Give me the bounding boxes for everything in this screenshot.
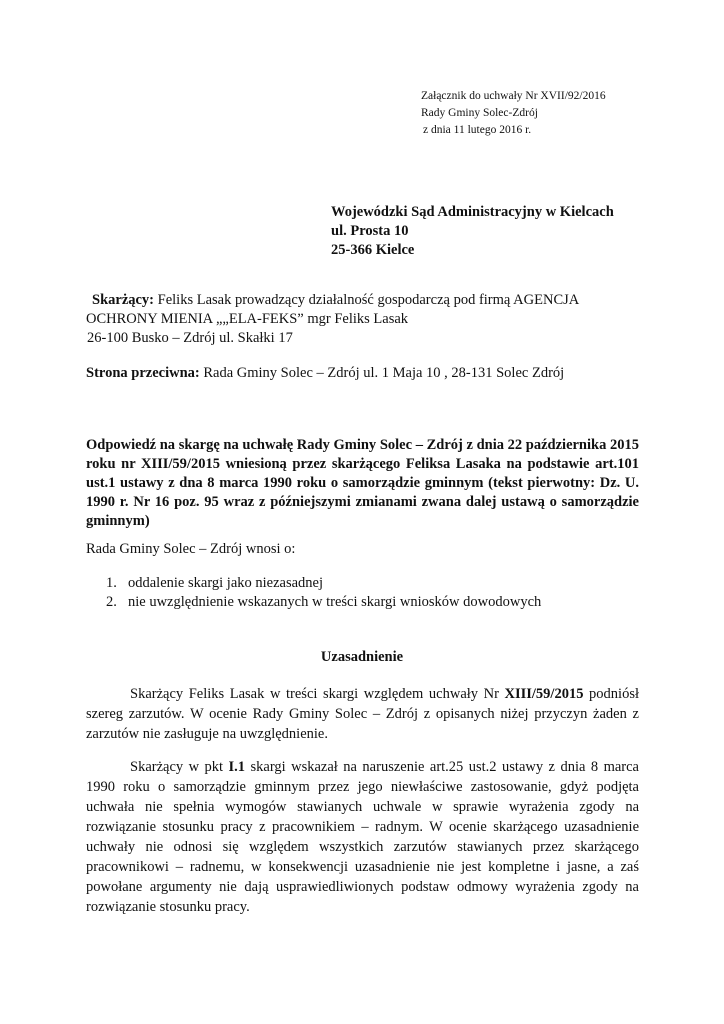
reply-title: Odpowiedź na skargę na uchwałę Rady Gminy Solec – Zdrój z dnia 22 października 2015 roku nr XIII/59/2015 wniesioną przez skarżącego Feliksa Lasaka na podstawie art.101 ust.1 ustawy z dna 8 marca 1990 roku o samorządzie gminnym (tekst pierwotny: Dz. U. 1990 r. Nr 16 poz. 95 wraz z późniejszymi zmianami zwana dalej ustawą o samorządzie gminnym) [86,437,639,529]
point-number: I.1 [228,759,246,775]
complainant-line-1 [86,291,639,310]
paragraph-1-before: Skarżący Feliks Lasak w treści skargi względem uchwały Nr [130,686,505,702]
list-item-number: 2. [106,594,117,610]
resolution-number: XIII/59/2015 [504,686,584,702]
list-item-text: nie uwzględnienie wskazanych w treści skargi wniosków dowodowych [128,594,542,610]
paragraph-2-before: Skarżący w pkt [130,759,229,775]
list-item [106,593,541,612]
court-city: 25-366 Kielce [331,242,415,258]
opposing-party-text: Rada Gminy Solec – Zdrój ul. 1 Maja 10 , 28-131 Solec Zdrój [203,365,565,381]
complainant-section [86,291,639,348]
court-name: Wojewódzki Sąd Administracyjny w Kielcach [331,204,614,220]
annex-line-2: Rady Gminy Solec-Zdrój [421,107,538,119]
annex-line-3: z dnia 11 lutego 2016 r. [423,124,532,136]
annex-line-1: Załącznik do uchwały Nr XVII/92/2016 [421,90,606,102]
list-item-number: 1. [106,575,117,591]
requests-list [106,574,541,612]
court-address [331,203,614,260]
list-item [106,574,541,593]
paragraph-1-after: podniósł szereg zarzutów. W ocenie Rady Gminy Solec – Zdrój z opisanych niżej przyczyn żaden z zarzutów nie zasługuje na uwzględnienie. [86,686,640,742]
complainant-line-3: 26-100 Busko – Zdrój ul. Skałki 17 [87,330,293,346]
intro-text: Rada Gminy Solec – Zdrój wnosi o: [86,541,296,557]
court-street: ul. Prosta 10 [331,223,409,239]
list-item-text: oddalenie skargi jako niezasadnej [128,575,324,591]
complainant-line-2: OCHRONY MIENIA „„ELA-FEKS” mgr Feliks Lasak [86,311,409,327]
opposing-party-section [86,364,639,383]
annex-header [421,88,606,139]
justification-heading: Uzasadnienie [320,649,404,665]
opposing-party-label: Strona przeciwna: [86,365,200,381]
paragraph-2-after: skargi wskazał na naruszenie art.25 ust.2 ustawy z dnia 8 marca 1990 roku o samorządzie gminnym przez jego niewłaściwe zastosowanie, gdyż podjęta uchwała nie spełnia wymogów stawianych uchwale w sprawie wyrażenia zgody na rozwiązanie stosunku pracy z pracownikiem – radnym. W ocenie skarżącego uzasadnienie uchwały nie odnosi się względem wszystkich zarzutów stawianych przez skarżącego pracownikowi – radnemu, w konsekwencji uzasadnienie nie jest kompletne i jasne, a zaś powołane argumenty nie dają usprawiedliwionych podstaw odmowy wyrażenia zgody na rozwiązanie stosunku pracy. [86,759,639,915]
paragraph-1 [86,684,639,744]
paragraph-2 [86,757,639,917]
complainant-label: Skarżący: [92,292,155,308]
complainant-text-1: Feliks Lasak prowadzący działalność gospodarczą pod firmą AGENCJA [157,292,580,308]
